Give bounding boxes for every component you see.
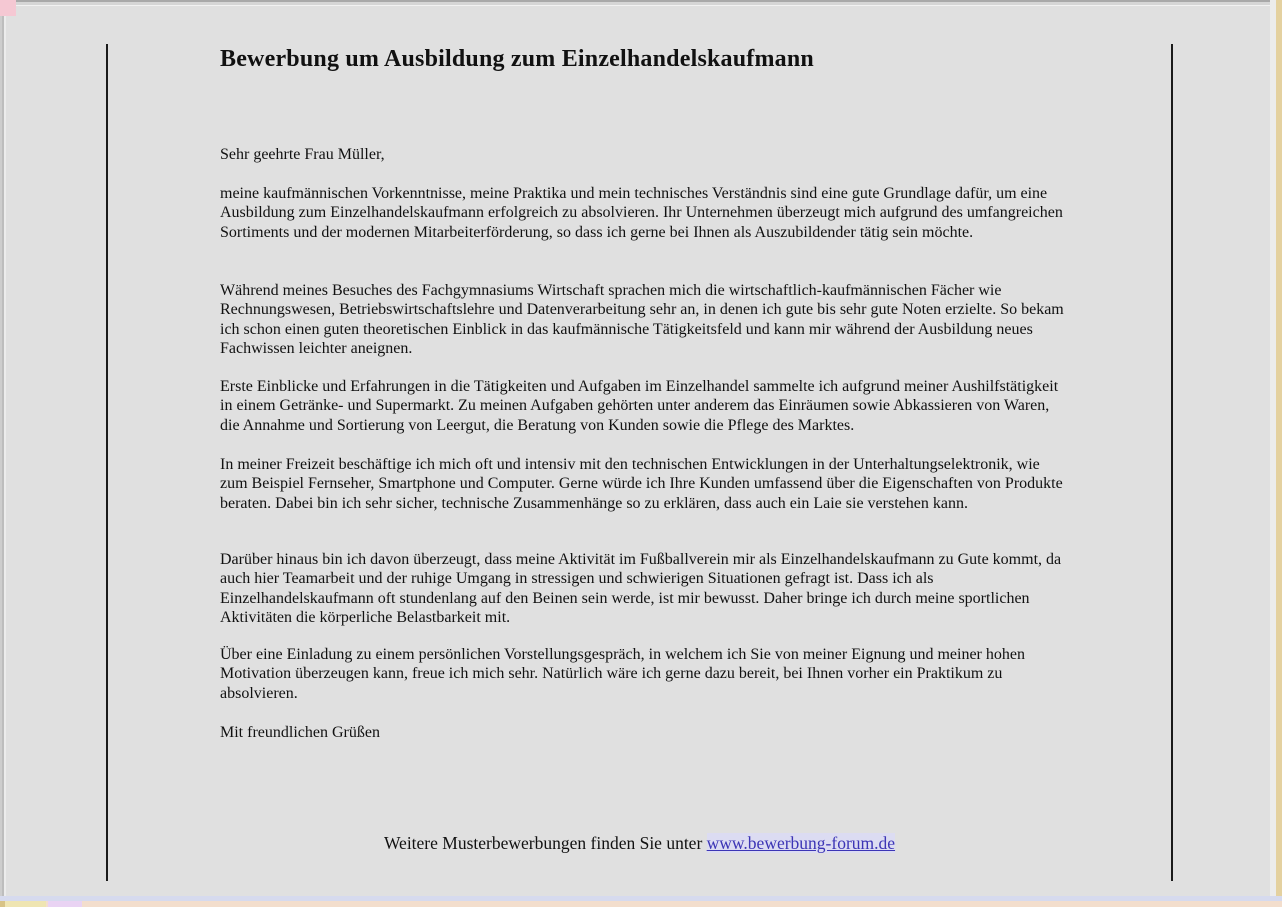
letter-paragraph: Darüber hinaus bin ich davon überzeugt, dass meine Aktivität im Fußballverein mir als Einzelhandelskaufmann zu Gute kommt, da auch hier Teamarbeit und der ruhige Umgang in stressigen und schwierigen Situationen gefragt ist. Dass ich als Einzelhandelskaufmann oft stundenlang auf den Beinen sein werde, ist mir bewusst. Daher bringe ich durch meine sportlichen Aktivitäten die körperliche Belastbarkeit mit. [220, 551, 1062, 626]
letter-paragraph: Erste Einblicke und Erfahrungen in die Tätigkeiten und Aufgaben im Einzelhandel sammelte ich aufgrund meiner Aushilfstätigkeit in einem Getränke- und Supermarkt. Zu meinen Aufgaben gehörten unter anderem das Einräumen sowie Abkassieren von Waren, die Annahme und Sortierung von Leergut, die Beratung von Kunden sowie die Pflege des Marktes. [220, 378, 1059, 434]
bottom-purple-patch [48, 901, 82, 907]
corner-pink-marker [0, 0, 16, 16]
top-bevel-highlight [0, 5, 1282, 6]
left-margin-rule [106, 44, 108, 881]
footer-text: Weitere Musterbewerbungen finden Sie unter [383, 833, 707, 853]
letter-paragraph: In meiner Freizeit beschäftige ich mich oft und intensiv mit den technischen Entwicklungen in der Unterhaltungselektronik, wie zum Beispiel Fernseher, Smartphone und Computer. Gerne würde ich Ihre Kunden umfassend über die Eigenschaften von Produkte beraten. Dabei bin ich sehr sicher, technische Zusammenhänge so zu erklären, dass auch ein Laie sie verstehen kann. [220, 456, 1063, 512]
letter-closing: Mit freundlichen Grüßen [220, 724, 380, 741]
right-tan-strip [1276, 0, 1282, 907]
right-margin-rule [1171, 44, 1173, 881]
bottom-peach-band [0, 901, 1282, 907]
letter-greeting: Sehr geehrte Frau Müller, [220, 146, 385, 163]
letter-paragraph: Über eine Einladung zu einem persönlichen Vorstellungsgespräch, in welchem ich Sie von meiner Eignung und meiner hohen Motivation überzeugen kann, freue ich mich sehr. Natürlich wäre ich gerne dazu bereit, bei Ihnen vorher ein Praktikum zu absolvieren. [220, 646, 1025, 702]
letter-paragraph: meine kaufmännischen Vorkenntnisse, meine Praktika und mein technisches Verständnis sind eine gute Grundlage dafür, um eine Ausbildung zum Einzelhandelskaufmann erfolgreich zu absolvieren. Ihr Unternehmen überzeugt mich aufgrund des umfangreichen Sortiments und der modernen Mitarbeiterförderung, so dass ich gerne bei Ihnen als Auszubildender tätig sein möchte. [220, 185, 1063, 241]
footer-note [107, 833, 1172, 854]
letter-title: Bewerbung um Ausbildung zum Einzelhandelskaufmann [220, 46, 814, 72]
letter-paragraph: Während meines Besuches des Fachgymnasiums Wirtschaft sprachen mich die wirtschaftlich-kaufmännischen Fächer wie Rechnungswesen, Betriebswirtschaftslehre und Datenverarbeitung sehr an, in denen ich gute bis sehr gute Noten erzielte. So bekam ich schon einen guten theoretischen Einblick in das kaufmännische Tätigkeitsfeld und kann mir während der Ausbildung neues Fachwissen leichter aneignen. [220, 282, 1064, 357]
bewerbung-forum-link[interactable]: www.bewerbung-forum.de [706, 833, 896, 853]
bottom-gold-corner [0, 901, 5, 907]
bottom-yellow-patch [4, 901, 46, 907]
left-bevel-highlight [4, 0, 6, 907]
